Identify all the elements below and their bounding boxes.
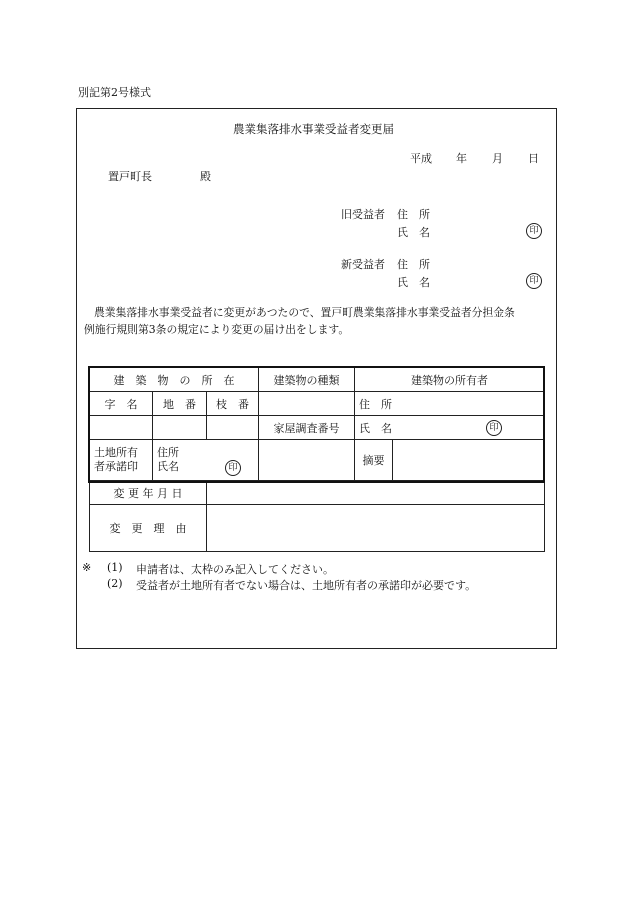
date-year: 年 — [456, 152, 467, 165]
new-beneficiary-label: 新受益者 — [341, 258, 385, 271]
seal-mark: 印 — [526, 223, 542, 239]
form-number: 別記第2号様式 — [78, 86, 151, 99]
remarks-label: 摘要 — [355, 440, 393, 481]
owner-name-field[interactable] — [355, 416, 545, 440]
building-type-header: 建築物の種類 — [259, 368, 355, 392]
aza-name-header: 字 名 — [90, 392, 153, 416]
old-beneficiary-address-label: 住 所 — [397, 208, 430, 221]
date-day: 日 — [528, 152, 539, 165]
building-owner-header: 建築物の所有者 — [355, 368, 545, 392]
old-beneficiary-label: 旧受益者 — [341, 208, 385, 221]
date-month: 月 — [492, 152, 503, 165]
seal-mark: 印 — [526, 273, 542, 289]
body-text-line2: 例施行規則第3条の規定により変更の届け出をします。 — [84, 323, 350, 336]
change-reason-label: 変 更 理 由 — [90, 505, 207, 552]
aza-name-field[interactable] — [90, 416, 153, 440]
remarks-field[interactable] — [393, 440, 545, 481]
note-1-text: 申請者は、太枠のみ記入してください。 — [136, 563, 334, 576]
consent-name-label: 氏名 — [157, 460, 179, 473]
addressee-name: 置戸町長 — [108, 170, 152, 183]
building-type-field[interactable] — [259, 392, 355, 416]
land-owner-consent-field[interactable] — [153, 440, 259, 481]
edaban-field[interactable] — [207, 416, 259, 440]
building-location-header: 建 築 物 の 所 在 — [90, 368, 259, 392]
change-reason-field[interactable] — [207, 505, 545, 552]
new-beneficiary-name-label: 氏 名 — [397, 276, 430, 289]
new-beneficiary-address-label: 住 所 — [397, 258, 430, 271]
addressee-honorific: 殿 — [200, 170, 211, 183]
edaban-header: 枝 番 — [207, 392, 259, 416]
land-owner-consent-label: 土地所有 者承諾印 — [90, 440, 153, 481]
owner-name-label: 氏 名 — [359, 421, 393, 435]
body-text-line1: 農業集落排水事業受益者に変更があつたので、置戸町農業集落排水事業受益者分担金条 — [94, 306, 515, 319]
note-2-number: (2) — [107, 577, 123, 590]
application-table — [89, 367, 545, 552]
house-survey-number-field[interactable] — [259, 440, 355, 481]
form-title: 農業集落排水事業受益者変更届 — [233, 122, 394, 136]
house-survey-number-label: 家屋調査番号 — [259, 416, 355, 440]
change-date-field[interactable] — [207, 481, 545, 505]
seal-mark: 印 — [225, 460, 241, 476]
date-era: 平成 — [410, 152, 432, 165]
seal-mark: 印 — [486, 420, 502, 436]
consent-address-label: 住所 — [157, 446, 179, 459]
notes-mark: ※ — [82, 561, 92, 574]
owner-address-label: 住 所 — [359, 397, 393, 411]
chiban-field[interactable] — [153, 416, 207, 440]
change-date-label: 変 更 年 月 日 — [90, 481, 207, 505]
note-2-text: 受益者が土地所有者でない場合は、土地所有者の承諾印が必要です。 — [136, 579, 477, 592]
old-beneficiary-name-label: 氏 名 — [397, 226, 430, 239]
chiban-header: 地 番 — [153, 392, 207, 416]
note-1-number: (1) — [107, 561, 123, 574]
owner-address-field[interactable] — [355, 392, 545, 416]
